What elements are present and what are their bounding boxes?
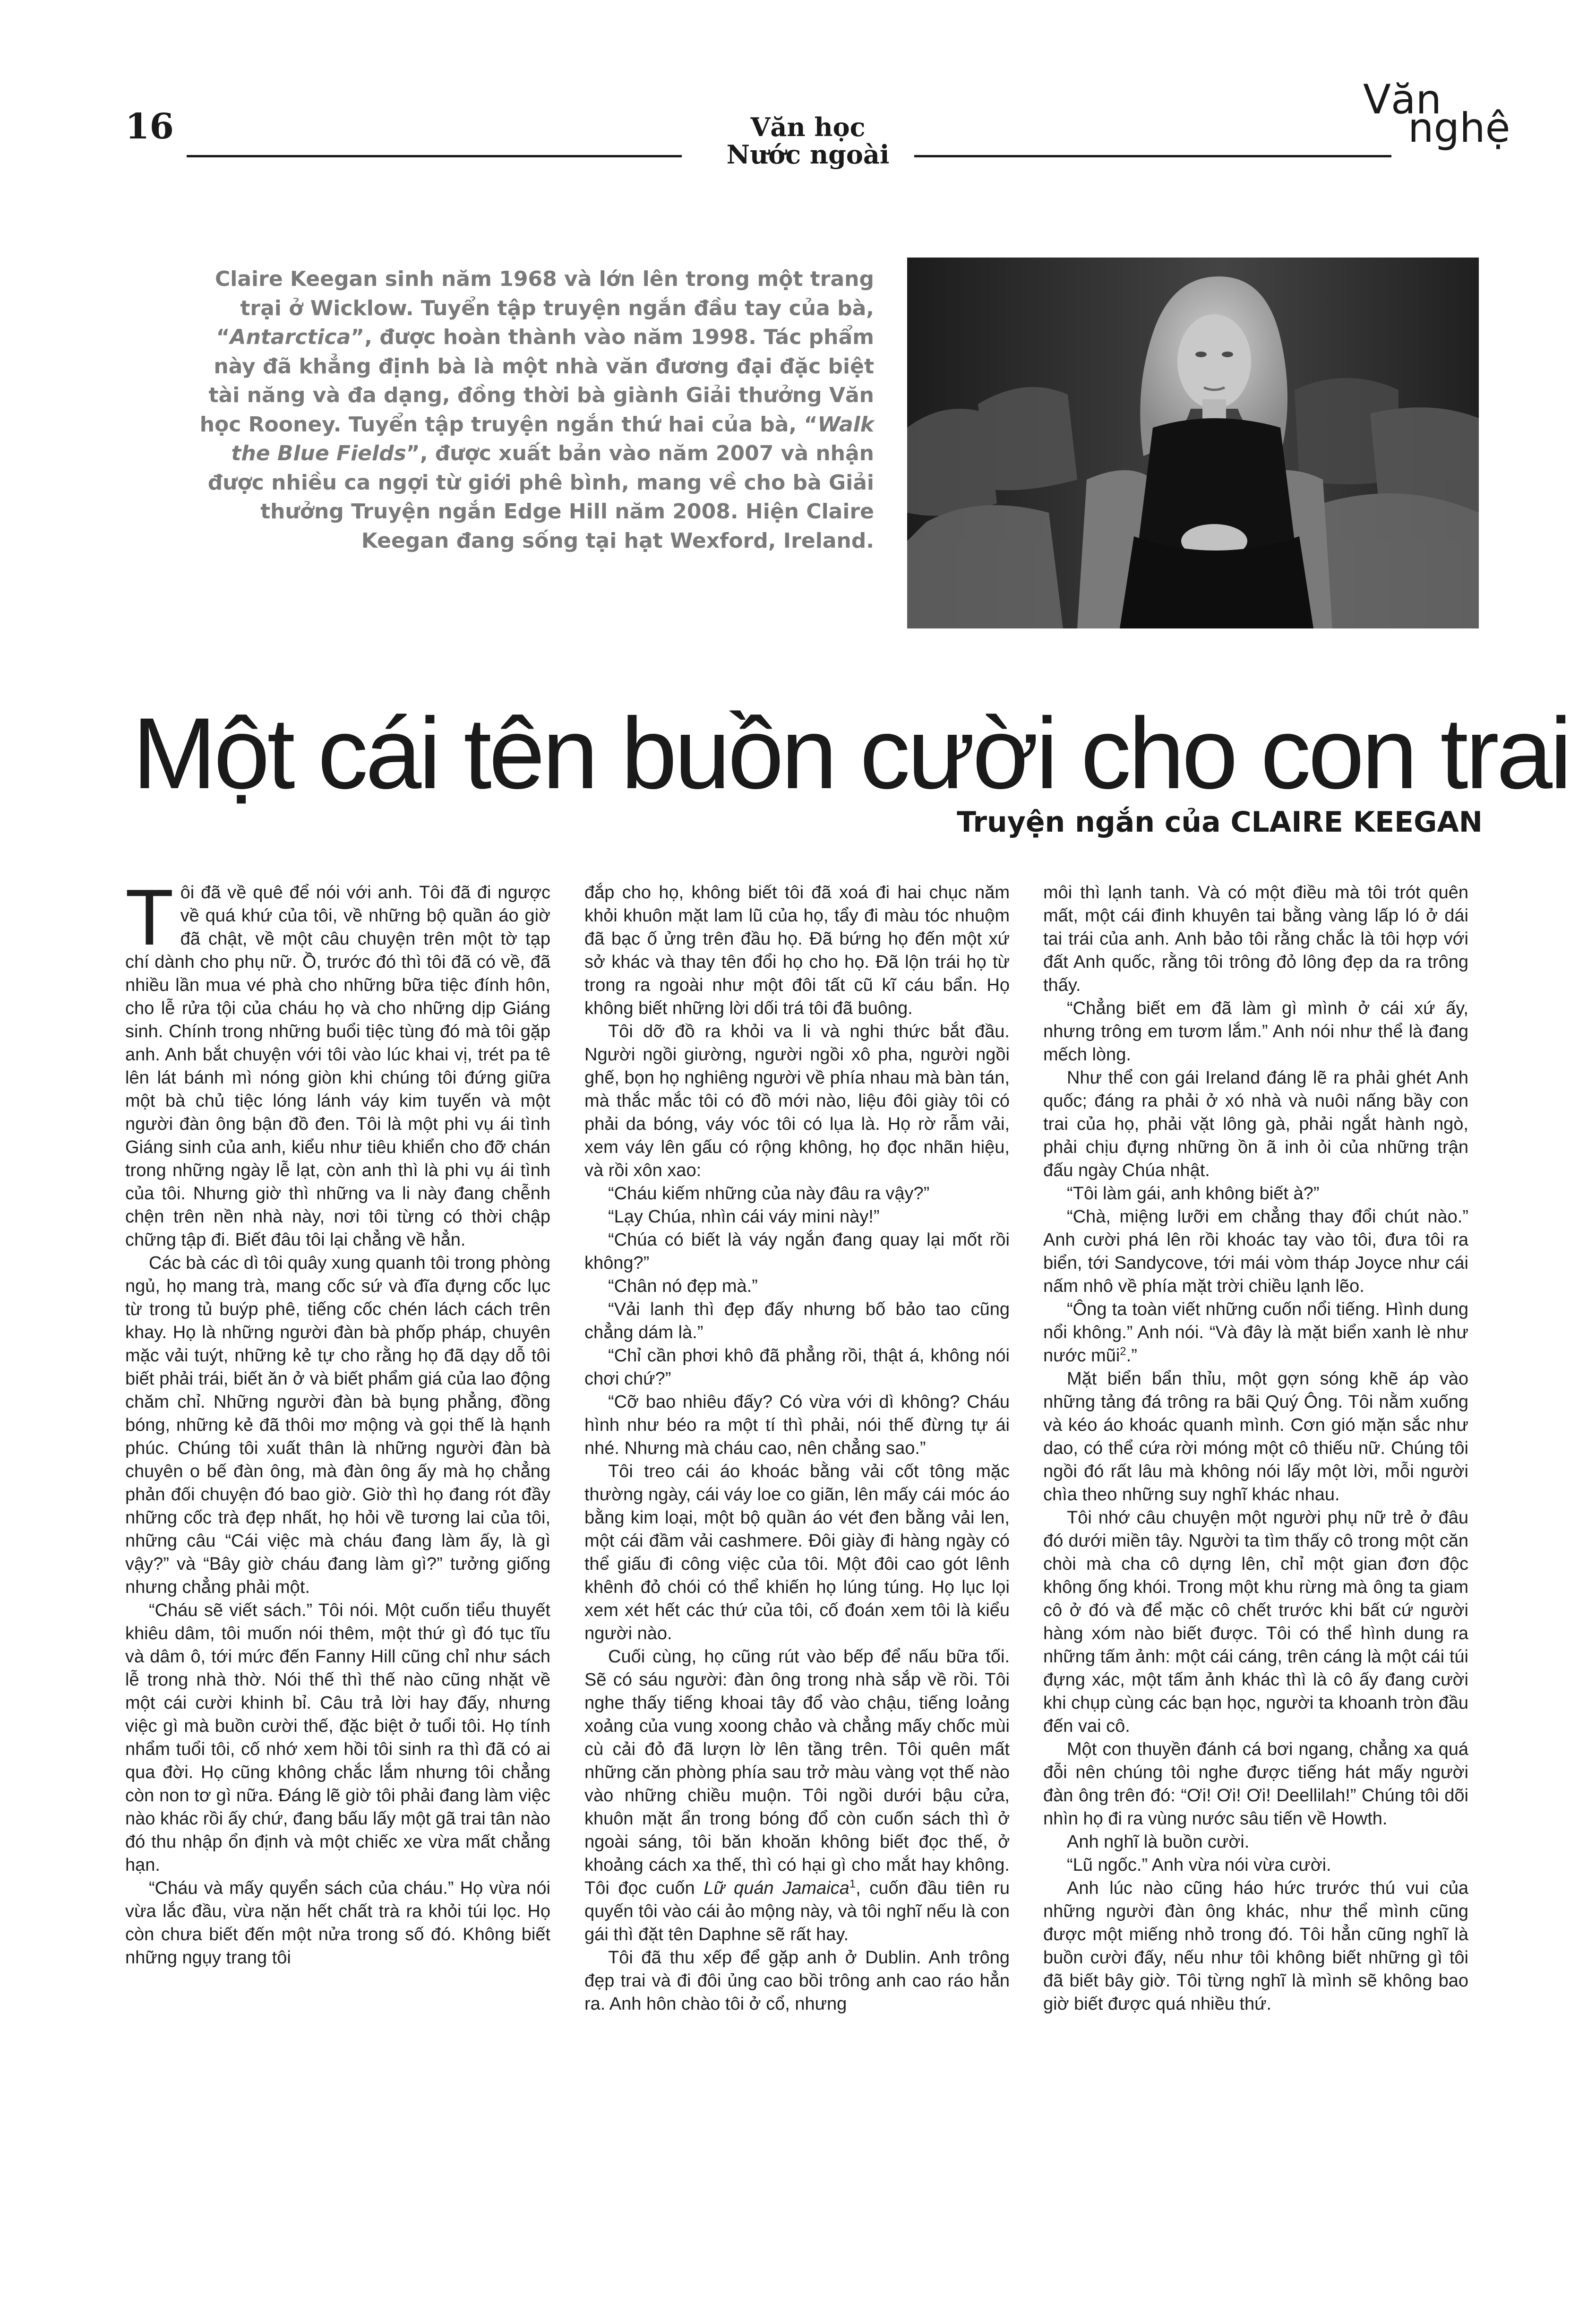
intro-part3: ”, được xuất bản vào năm 2007 và nhận được nhiều ca ngợi từ giới phê bình, mang về cho bà Giải thưởng Truyện ngắn Edge Hill năm 2008. Hiện Claire Keegan đang sống tại hạt Wexford, Ireland. [207, 441, 874, 553]
paragraph: “Chà, miệng lưỡi em chẳng thay đổi chút nào.” Anh cười phá lên rồi khoác tay vào tôi, đưa tôi ra biển, tới Sandycove, tới mái vòm tháp Joyce như cái nấm nhô về phía mặt trời chiều lạnh lẽo. [1043, 1207, 1468, 1296]
paragraph: “Chúa có biết là váy ngắn đang quay lại mốt rồi không?” [584, 1230, 1010, 1273]
paragraph: Tôi nhớ câu chuyện một người phụ nữ trẻ ở đâu đó dưới miền tây. Người ta tìm thấy cô trong một căn chòi mà cha cô dựng lên, chỉ một gian đơn độc không ống khói. Trong một khu rừng mà ông ta giam cô ở đó và để mặc cô chết trước khi bất cứ người hàng xóm nào biết được. Tôi có thể hình dung ra những tấm ảnh: một cái cáng, trên cáng là một cái túi đựng xác, một tấm ảnh khác thì là cô ấy đang cười khi chụp cùng các bạn học, người ta khoanh tròn đầu đến vai cô. [1043, 1508, 1468, 1736]
header-rule-right [914, 155, 1391, 157]
paragraph: “Cháu kiếm những của này đâu ra vậy?” [608, 1184, 930, 1204]
paragraph: “Cháu sẽ viết sách.” Tôi nói. Một cuốn tiểu thuyết khiêu dâm, tôi muốn nói thêm, một thứ gì đó tục tĩu và dâm ô, tới mức đến Fanny Hill cũng chỉ như sách lễ trong nhà thờ. Nói thế thì thế nào cũng nhặt về một cái cười khinh bỉ. Câu trả lời hay đấy, nhưng việc gì mà buồn cười thế, đặc biệt ở tuổi tôi. Họ tính nhẩm tuổi tôi, cố nhớ xem hồi tôi sinh ra thì đã có ai qua đời. Họ cũng không chắc lắm nhưng tôi chẳng còn non tơ gì nữa. Đáng lẽ giờ tôi phải đang làm việc nào khác rồi ấy chứ, đang bấu lấy một gã trai tân nào đó thu nhập ổn định và một chiếc xe vừa mất chẳng hạn. [125, 1600, 550, 1875]
paragraph [125, 873, 550, 1252]
paragraph: “Chân nó đẹp mà.” [608, 1276, 758, 1296]
intro-title1: Antarctica [230, 325, 351, 349]
paragraph: Một con thuyền đánh cá bơi ngang, chẳng xa quá đỗi nên chúng tôi nghe được tiếng hát mấy người đàn ông trên đó: “Ơi! Ơi! Ơi! Deellilah!” Chúng tôi dõi nhìn họ đi ra vùng nước sâu tiến về Howth. [1043, 1739, 1468, 1829]
section-title [695, 113, 921, 168]
paragraph: “Chỉ cần phơi khô đã phẳng rồi, thật á, không nói chơi chứ?” [584, 1346, 1010, 1389]
book-title: Lữ quán Jamaica [704, 1878, 849, 1898]
section-title-line1: Văn học [750, 112, 866, 142]
paragraph [1043, 1298, 1468, 1367]
paragraph: Tôi treo cái áo khoác bằng vải cốt tông mặc thường ngày, cái váy loe co giãn, lên mấy cái móc áo bằng kim loại, một bộ quần áo vét đen bằng vải len, một cái đầm vải cashmere. Đôi giày đi hàng ngày có thể giấu đi công việc của tôi. Một đôi cao gót lênh khênh đỏ chói có thể khiến họ lúng túng. Họ lục lọi xem xét hết các thứ của tôi, cố đoán xem tôi là kiểu người nào. [584, 1462, 1010, 1643]
paragraph: Anh nghĩ là buồn cười. [1067, 1832, 1250, 1852]
author-photo [907, 258, 1479, 628]
paragraph: “Cỡ bao nhiêu đấy? Có vừa với dì không? Cháu hình như béo ra một tí thì phải, nói thế đừng tự ái nhé. Nhưng mà cháu cao, nên chẳng sao.” [584, 1392, 1010, 1458]
article-column-3 [1043, 881, 1468, 2016]
article-column-1 [125, 873, 550, 1969]
paragraph-text: “Ông ta toàn viết những cuốn nổi tiếng. Hình dung nổi không.” Anh nói. “Và đây là mặt biển xanh lè như nước mũi [1043, 1299, 1468, 1366]
article-headline: Một cái tên buồn cười cho con trai [132, 697, 1570, 810]
footnote-marker: 1 [849, 1877, 856, 1891]
paragraph [584, 1645, 1010, 1946]
paragraph: “Tôi làm gái, anh không biết à?” [1067, 1184, 1320, 1204]
paragraph: Mặt biển bẩn thỉu, một gợn sóng khẽ áp vào những tảng đá trông ra bãi Quý Ông. Tôi nằm xuống và kéo áo khoác quanh mình. Cơn gió mặn sắc như dao, có thể cứa rời móng một cô thiếu nữ. Chúng tôi ngồi đó rất lâu mà không nói lấy một lời, mỗi người chìa theo những suy nghĩ khác nhau. [1043, 1369, 1468, 1505]
paragraph-text: ôi đã về quê để nói với anh. Tôi đã đi ngược về quá khứ của tôi, về những bộ quần áo giờ đã chật, về một câu chuyện trên một tờ tạp chí dành cho phụ nữ. Ồ, trước đó thì tôi đã có về, đã nhiều lần mua vé phà cho những bữa tiệc đính hôn, cho lễ rửa tội của cháu họ và cho những dịp Giáng sinh. Chính trong những buổi tiệc tùng đó mà tôi gặp anh. Anh bắt chuyện với tôi vào lúc khai vị, trét pa tê lên lát bánh mì nóng giòn khi chúng tôi đứng giữa một bà chủ tiệc lóng lánh váy kim tuyến và một người đàn ông bận đồ đen. Tôi là một phi vụ ái tình Giáng sinh của anh, kiểu như tiêu khiển cho đỡ chán trong những ngày lễ lạt, còn anh thì là phi vụ ái tình của tôi. Nhưng giờ thì những va li này đang chễnh chện trên nền nhà này, nơi tôi từng có thời chập chững tập đi. Biết đâu tôi lại chẳng về hẳn. [125, 883, 550, 1250]
author-photo-image [907, 258, 1479, 628]
author-intro [198, 265, 874, 555]
paragraph: Tôi dỡ đồ ra khỏi va li và nghi thức bắt đầu. Người ngồi giường, người ngồi xô pha, người ngồi ghế, bọn họ nghiêng người về phía nhau mà bàn tán, mà thắc mắc tôi có đồ mới nào, liệu đôi giày tôi có phải da bóng, váy vóc tôi có lụa là. Họ rờ rẫm vải, xem váy lên gấu có rộng không, họ đọc nhãn hiệu, và rồi xôn xao: [584, 1022, 1010, 1180]
paragraph-text: , cuốn đầu tiên ru quyến tôi vào cái ảo mộng này, và tôi nghĩ nếu là con gái thì đặt tên Daphne sẽ rất hay. [584, 1878, 1010, 1944]
page-number: 16 [125, 106, 174, 147]
author-intro-text [198, 265, 874, 555]
footnote-marker: 2 [1120, 1345, 1126, 1358]
logo-line2: nghệ [1408, 104, 1510, 152]
header-rule-left [187, 155, 682, 157]
article-byline: Truyện ngắn của CLAIRE KEEGAN [957, 806, 1483, 839]
paragraph: Như thể con gái Ireland đáng lẽ ra phải ghét Anh quốc; đáng ra phải ở xó nhà và nuôi nấng bầy con trai của họ, phải vặt lông gà, phải ngắt hành ngò, phải chịu đựng những ồn ã inh ỏi của những trận đấu ngày Chúa nhật. [1043, 1068, 1468, 1180]
intro-part1: Claire Keegan sinh năm 1968 và lớn lên trong một trang trại ở Wicklow. Tuyển tập truyện ngắn đầu tay của bà, “ [215, 267, 874, 349]
paragraph-text: Cuối cùng, họ cũng rút vào bếp để nấu bữa tối. Sẽ có sáu người: đàn ông trong nhà sắp về rồi. Tôi nghe thấy tiếng khoai tây đổ vào chậu, tiếng loảng xoảng của vung xoong chảo và chẳng mấy chốc mùi cù cải đỏ đã lượn lờ lên tầng trên. Tôi quên mất những căn phòng phía sau trở màu vàng vọt thế nào vào những chiều muộn. Tôi ngồi dưới bậu cửa, khuôn mặt ẩn trong bóng đổ còn cuốn sách thì ở ngoài sáng, tôi băn khoăn không biết đọc thế, ở khoảng cách xa thế, thì có hại gì cho mắt hay không. Tôi đọc cuốn [584, 1647, 1010, 1898]
paragraph: Anh lúc nào cũng háo hức trước thú vui của những người đàn ông khác, như thể mình cũng được một miếng nhỏ trong đó. Tôi hẳn cũng nghĩ là buồn cười đấy, nếu như tôi không biết những gì tôi đã biết bây giờ. Tôi từng nghĩ là mình sẽ không bao giờ biết được quá nhiều thứ. [1043, 1878, 1468, 2014]
drop-cap: T [125, 873, 174, 962]
intro-title2: Walk the Blue Fields [231, 412, 874, 465]
section-title-line2: Nước ngoài [726, 139, 890, 170]
paragraph: Các bà các dì tôi quây xung quanh tôi trong phòng ngủ, họ mang trà, mang cốc sứ và đĩa đựng cốc lục từ trong tủ buýp phê, tiếng cốc chén lách cách trên khay. Họ là những người đàn bà phốp pháp, chuyên mặc vải tuýt, những kẻ tự cho rằng họ đã dạy dỗ tôi biết phải trái, biết ăn ở và biết phẩm giá của lao động chăm chỉ. Những người đàn bà bụng phẳng, đồng bóng, những kẻ đã thôi mơ mộng và gọi thế là hạnh phúc. Chúng tôi xuất thân là những người đàn bà chuyên o bế đàn ông, mà đàn ông ấy mà họ chẳng phản đối chuyện đó bao giờ. Giờ thì họ đang rót đầy những cốc trà đẹp nhất, họ hỏi về tương lai của tôi, những câu “Cái việc mà cháu đang làm ấy, là gì vậy?” và “Bây giờ cháu đang làm gì?” tưởng giống nhưng chẳng phải một. [125, 1253, 550, 1597]
article-column-2 [584, 881, 1010, 2016]
paragraph: đắp cho họ, không biết tôi đã xoá đi hai chục năm khỏi khuôn mặt lam lũ của họ, tẩy đi màu tóc nhuộm đã bạc ố ửng trên đầu họ. Đã bứng họ đến một xứ sở khác và thay tên đổi họ cho họ. Đã lộn trái họ từ trong ra ngoài như một đôi tất cũ kĩ cáu bẩn. Họ không biết những lời dối trá tôi đã buông. [584, 883, 1010, 1018]
paragraph-text: .” [1126, 1346, 1137, 1366]
intro-part2: ”, được hoàn thành vào năm 1998. Tác phẩm này đã khẳng định bà là một nhà văn đương đại đặc biệt tài năng và đa dạng, đồng thời bà giành Giải thưởng Văn học Rooney. Tuyển tập truyện ngắn thứ hai của bà, “ [199, 325, 874, 437]
magazine-logo [1363, 76, 1510, 154]
logo-line1: Văn [1363, 76, 1442, 123]
paragraph: “Cháu và mấy quyển sách của cháu.” Họ vừa nói vừa lắc đầu, vừa nặn hết chất trà ra khỏi túi lọc. Họ còn chưa biết đến một nửa trong số đó. Không biết những ngụy trang tôi [125, 1878, 550, 1968]
paragraph: “Vải lanh thì đẹp đấy nhưng bố bảo tao cũng chẳng dám là.” [584, 1299, 1010, 1342]
paragraph: “Chẳng biết em đã làm gì mình ở cái xứ ấy, nhưng trông em tươm lắm.” Anh nói như thể là đang mếch lòng. [1043, 998, 1468, 1065]
paragraph: môi thì lạnh tanh. Và có một điều mà tôi trót quên mất, một cái đinh khuyên tai bằng vàng lấp ló ở dái tai trái của anh. Anh bảo tôi rằng chắc là tôi hợp với đất Anh quốc, rằng tôi trông đỏ lông đẹp da ra trông thấy. [1043, 883, 1468, 995]
paragraph: “Lạy Chúa, nhìn cái váy mini này!” [608, 1207, 880, 1227]
paragraph: “Lũ ngốc.” Anh vừa nói vừa cười. [1067, 1855, 1331, 1875]
paragraph: Tôi đã thu xếp để gặp anh ở Dublin. Anh trông đẹp trai và đi đôi ủng cao bồi trông anh cao ráo hẳn ra. Anh hôn chào tôi ở cổ, nhưng [584, 1948, 1010, 2014]
